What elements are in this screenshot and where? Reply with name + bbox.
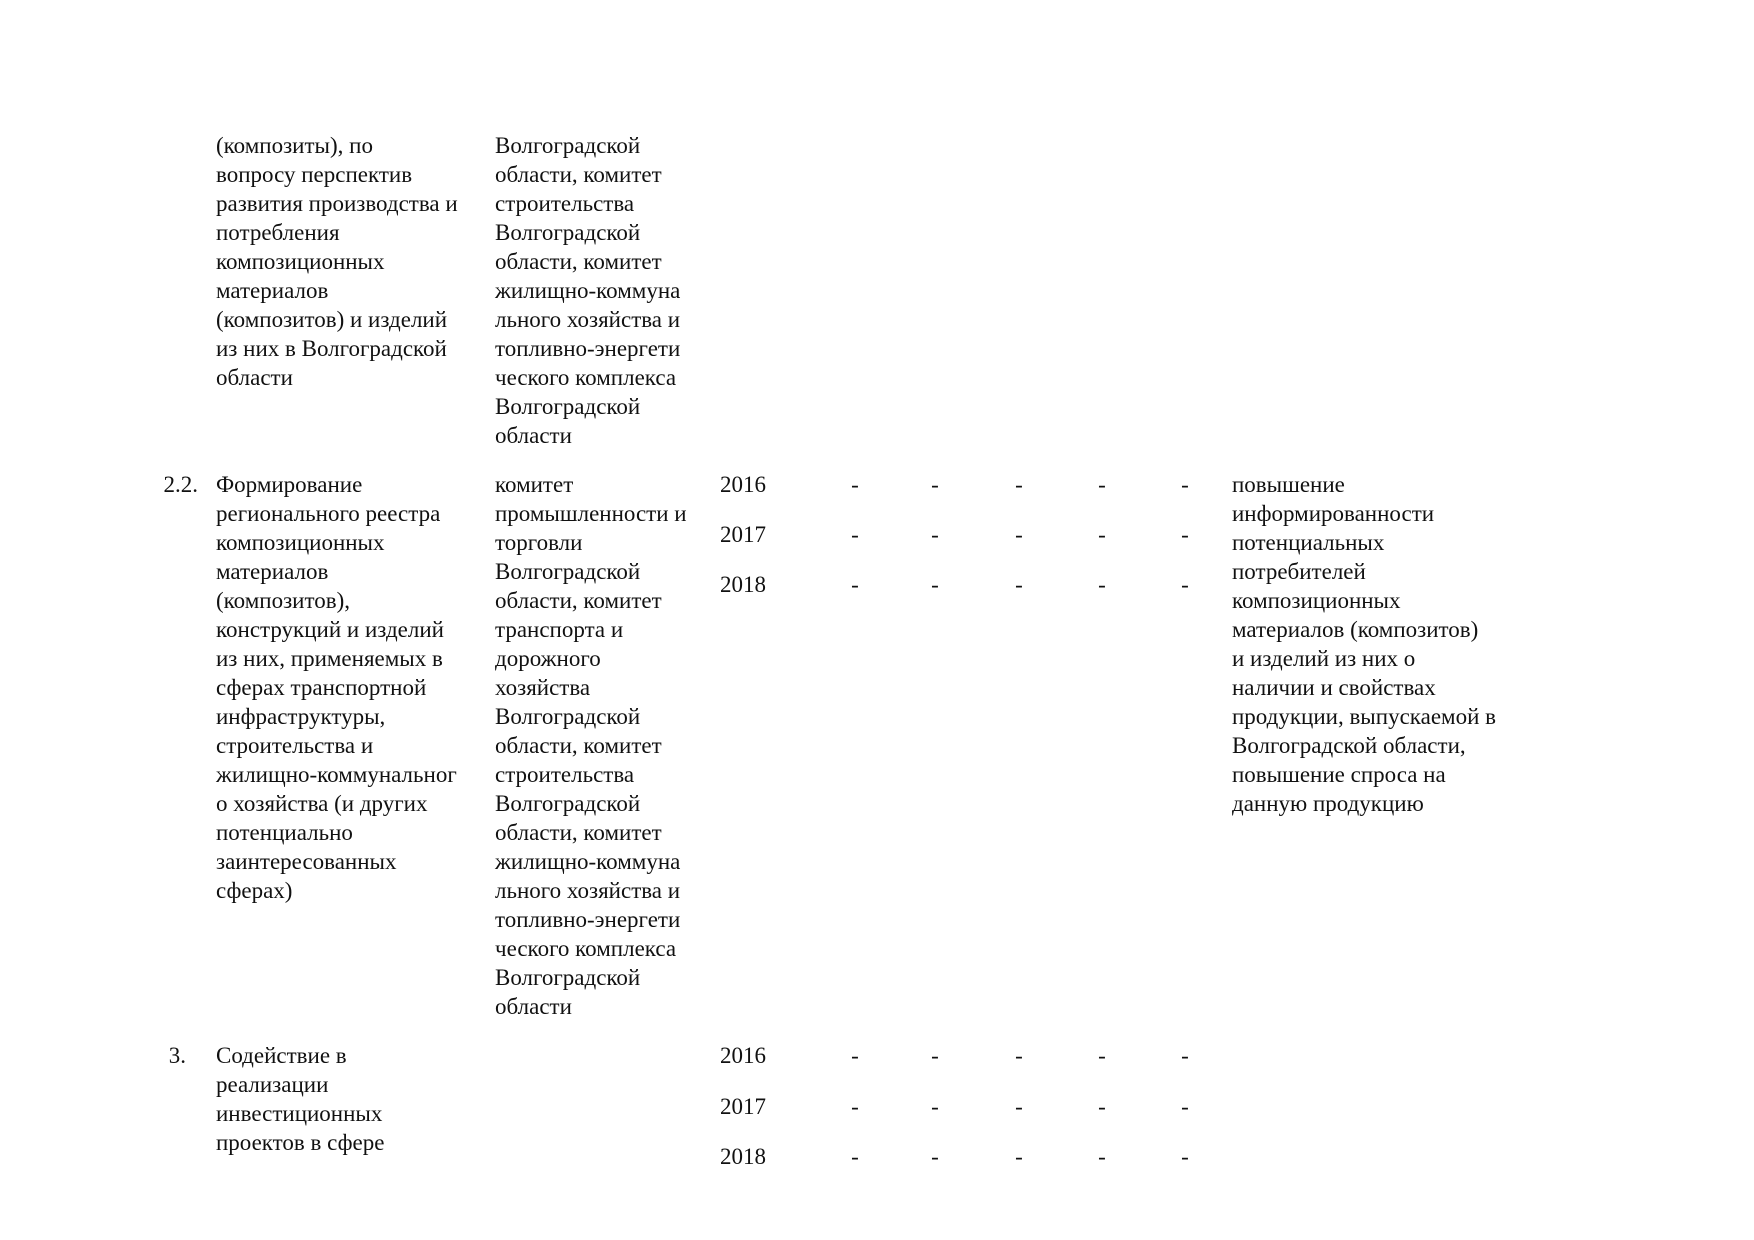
- executors-cell: комитет промышленности и торговли Волгоградской области, комитет транспорта и дорожного хозяйства Волгоградской области, комитет строительства Волгоградской области, комитет жилищно-коммуна льного хозяйства и топливно-энергети ческого комплекса Волгоградской области: [495, 472, 687, 1019]
- year-cell: 2016: [720, 1043, 766, 1068]
- result-cell: повышение информированности потенциальных потребителей композиционных материалов (композитов) и изделий из них о наличии и свойствах продукции, выпускаемой в Волгоградской области, повышение спроса на данную продукцию: [1232, 472, 1496, 816]
- year-cell: 2017: [720, 1094, 766, 1119]
- task-cell: Содействие в реализации инвестиционных проектов в сфере: [216, 1043, 385, 1155]
- value-cell: -: [931, 572, 939, 597]
- value-cell: -: [851, 1043, 859, 1068]
- value-cell: -: [1181, 472, 1189, 497]
- value-cell: -: [1098, 472, 1106, 497]
- value-cell: -: [1098, 572, 1106, 597]
- task-cell: Формирование регионального реестра композиционных материалов (композитов), конструкций и изделий из них, применяемых в сферах транспортной инфраструктуры, строительства и жилищно-коммунальног о хозяйства (и других потенциально заинтересованных сферах): [216, 472, 457, 903]
- value-cell: -: [931, 1094, 939, 1119]
- row-number: 3.: [168, 1043, 186, 1068]
- value-cell: -: [1181, 1094, 1189, 1119]
- value-cell: -: [931, 522, 939, 547]
- value-cell: -: [931, 1144, 939, 1169]
- year-cell: 2018: [720, 572, 766, 597]
- value-cell: -: [1181, 1144, 1189, 1169]
- task-cell: (композиты), по вопросу перспектив развития производства и потребления композиционных материалов (композитов) и изделий из них в Волгоградской области: [216, 133, 458, 390]
- value-cell: -: [1098, 1094, 1106, 1119]
- value-cell: -: [1015, 572, 1023, 597]
- value-cell: -: [1098, 1043, 1106, 1068]
- value-cell: -: [1015, 472, 1023, 497]
- value-cell: -: [1015, 1144, 1023, 1169]
- value-cell: -: [851, 1144, 859, 1169]
- year-cell: 2017: [720, 522, 766, 547]
- value-cell: -: [1015, 1094, 1023, 1119]
- value-cell: -: [1098, 522, 1106, 547]
- executors-cell: Волгоградской области, комитет строительства Волгоградской области, комитет жилищно-коммуна льного хозяйства и топливно-энергети ческого комплекса Волгоградской области: [495, 133, 681, 448]
- value-cell: -: [931, 1043, 939, 1068]
- value-cell: -: [1181, 1043, 1189, 1068]
- row-number: 2.2.: [163, 472, 198, 497]
- value-cell: -: [1015, 1043, 1023, 1068]
- value-cell: -: [851, 1094, 859, 1119]
- value-cell: -: [1181, 572, 1189, 597]
- year-cell: 2016: [720, 472, 766, 497]
- value-cell: -: [851, 472, 859, 497]
- value-cell: -: [851, 522, 859, 547]
- value-cell: -: [851, 572, 859, 597]
- value-cell: -: [1015, 522, 1023, 547]
- value-cell: -: [1181, 522, 1189, 547]
- year-cell: 2018: [720, 1144, 766, 1169]
- value-cell: -: [931, 472, 939, 497]
- value-cell: -: [1098, 1144, 1106, 1169]
